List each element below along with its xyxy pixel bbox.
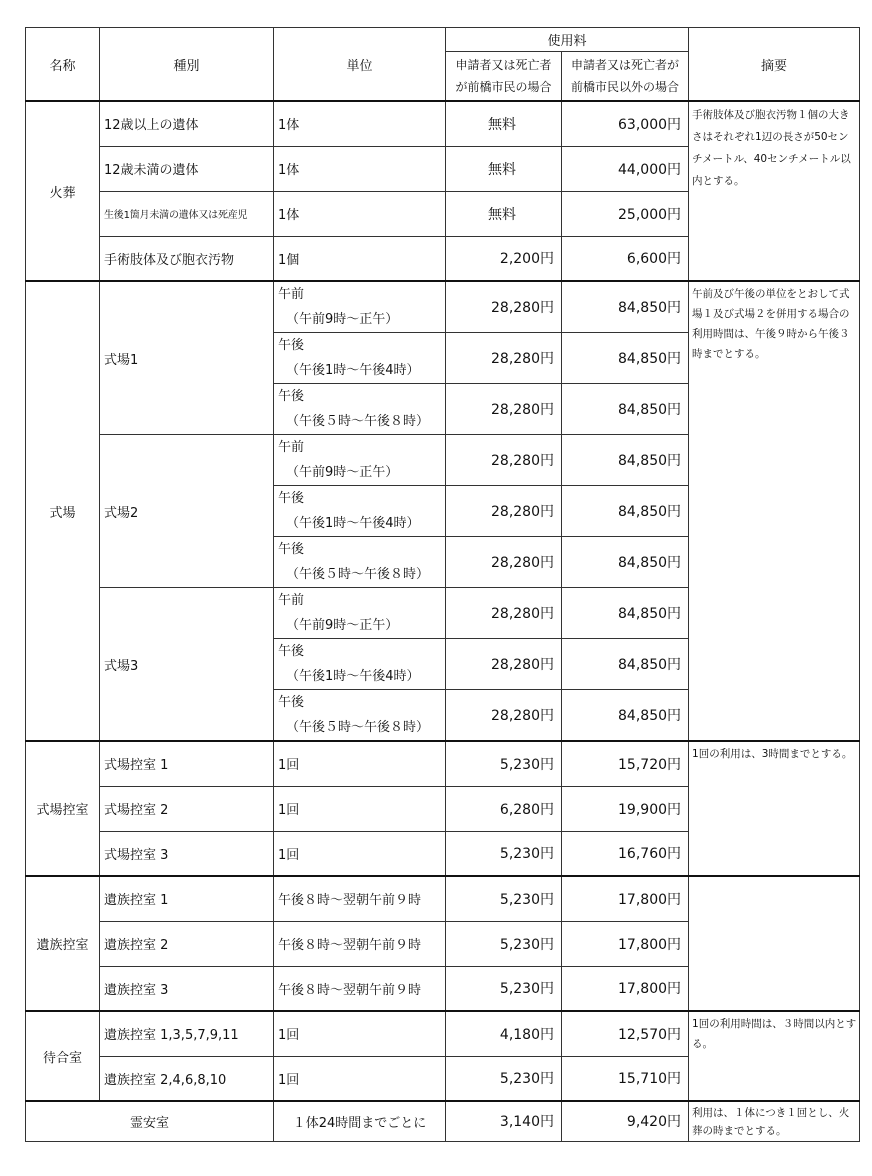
kind-cell: 遺族控室 2: [100, 921, 274, 966]
unit-cell: 午後 （午後1時～午後4時）: [274, 639, 446, 690]
nonresident-fee: 84,850円: [562, 690, 689, 742]
nonresident-fee: 15,720円: [562, 741, 689, 786]
resident-fee: 28,280円: [446, 486, 562, 537]
unit-cell: 午前 （午前9時～正午）: [274, 435, 446, 486]
unit-cell: 1回: [274, 786, 446, 831]
table-row: [26, 101, 860, 146]
kind-cell: 式場3: [100, 588, 274, 742]
resident-fee: 28,280円: [446, 384, 562, 435]
resident-fee: 5,230円: [446, 1056, 562, 1101]
resident-fee: 5,230円: [446, 966, 562, 1011]
unit-cell: 1体: [274, 146, 446, 191]
kind-cell: 式場控室 2: [100, 786, 274, 831]
unit-cell: 1回: [274, 831, 446, 876]
section-name: 火葬: [26, 101, 100, 281]
header-unit: 単位: [274, 28, 446, 102]
header-fee-nonresident: 申請者又は死亡者が前橋市民以外の場合: [562, 52, 689, 102]
resident-fee: 28,280円: [446, 333, 562, 384]
header-kind: 種別: [100, 28, 274, 102]
resident-fee: 無料: [446, 101, 562, 146]
nonresident-fee: 84,850円: [562, 486, 689, 537]
header-note: 摘要: [689, 28, 860, 102]
resident-fee: 28,280円: [446, 435, 562, 486]
resident-fee: 28,280円: [446, 588, 562, 639]
unit-cell: 午後８時～翌朝午前９時: [274, 966, 446, 1011]
kind-cell: 式場控室 3: [100, 831, 274, 876]
unit-cell: 1回: [274, 741, 446, 786]
table-row: [26, 876, 860, 921]
table-row: [26, 281, 860, 333]
note-cell: [689, 876, 860, 1011]
nonresident-fee: 19,900円: [562, 786, 689, 831]
unit-cell: 午前 （午前9時～正午）: [274, 588, 446, 639]
unit-cell: 午後 （午後５時～午後８時）: [274, 690, 446, 742]
kind-cell: 生後1箇月未満の遺体又は死産児: [100, 191, 274, 236]
header-fee: 使用料: [446, 28, 689, 52]
unit-cell: 午後 （午後５時～午後８時）: [274, 537, 446, 588]
kind-cell: 12歳未満の遺体: [100, 146, 274, 191]
note-cell: 1回の利用時間は、３時間以内とする。: [689, 1011, 860, 1101]
kind-cell: 式場1: [100, 281, 274, 435]
section-name: 待合室: [26, 1011, 100, 1101]
resident-fee: 2,200円: [446, 236, 562, 281]
kind-cell: 遺族控室 3: [100, 966, 274, 1011]
resident-fee: 4,180円: [446, 1011, 562, 1056]
nonresident-fee: 16,760円: [562, 831, 689, 876]
unit-cell: 午後 （午後1時～午後4時）: [274, 333, 446, 384]
note-cell: 手術肢体及び胞衣汚物１個の大きさはそれぞれ1辺の長さが50センチメートル、40センチメートル以内とする。: [689, 101, 860, 281]
nonresident-fee: 84,850円: [562, 639, 689, 690]
unit-cell: 午後８時～翌朝午前９時: [274, 876, 446, 921]
unit-cell: 午後 （午後1時～午後4時）: [274, 486, 446, 537]
note-cell: 午前及び午後の単位をとおして式場１及び式場２を併用する場合の利用時間は、午後９時から午後３時までとする。: [689, 281, 860, 741]
nonresident-fee: 84,850円: [562, 384, 689, 435]
resident-fee: 5,230円: [446, 831, 562, 876]
unit-cell: 午前 （午前9時～正午）: [274, 281, 446, 333]
kind-cell: 遺族控室 1,3,5,7,9,11: [100, 1011, 274, 1056]
nonresident-fee: 84,850円: [562, 435, 689, 486]
section-name: 式場: [26, 281, 100, 741]
table-row: [26, 1011, 860, 1056]
kind-cell: 式場控室 1: [100, 741, 274, 786]
unit-cell: 1体: [274, 191, 446, 236]
unit-cell: １体24時間までごとに: [274, 1101, 446, 1141]
section-name: 霊安室: [26, 1101, 274, 1141]
nonresident-fee: 84,850円: [562, 281, 689, 333]
note-cell: 1回の利用は、3時間までとする。: [689, 741, 860, 876]
unit-cell: 1体: [274, 101, 446, 146]
resident-fee: 28,280円: [446, 537, 562, 588]
nonresident-fee: 44,000円: [562, 146, 689, 191]
kind-cell: 遺族控室 1: [100, 876, 274, 921]
nonresident-fee: 17,800円: [562, 966, 689, 1011]
resident-fee: 28,280円: [446, 281, 562, 333]
resident-fee: 3,140円: [446, 1101, 562, 1141]
unit-cell: 午後 （午後５時～午後８時）: [274, 384, 446, 435]
nonresident-fee: 12,570円: [562, 1011, 689, 1056]
nonresident-fee: 17,800円: [562, 921, 689, 966]
resident-fee: 5,230円: [446, 876, 562, 921]
unit-cell: 1回: [274, 1011, 446, 1056]
kind-cell: 遺族控室 2,4,6,8,10: [100, 1056, 274, 1101]
nonresident-fee: 9,420円: [562, 1101, 689, 1141]
unit-cell: 1個: [274, 236, 446, 281]
resident-fee: 5,230円: [446, 921, 562, 966]
kind-cell: 式場2: [100, 435, 274, 588]
nonresident-fee: 25,000円: [562, 191, 689, 236]
note-cell: 利用は、１体につき１回とし、火葬の時までとする。: [689, 1101, 860, 1141]
header-fee-resident: 申請者又は死亡者が前橋市民の場合: [446, 52, 562, 102]
unit-cell: 午後８時～翌朝午前９時: [274, 921, 446, 966]
nonresident-fee: 6,600円: [562, 236, 689, 281]
kind-cell: 12歳以上の遺体: [100, 101, 274, 146]
nonresident-fee: 84,850円: [562, 588, 689, 639]
section-name: 式場控室: [26, 741, 100, 876]
table-row: [26, 1101, 860, 1141]
fee-table: [25, 27, 860, 1142]
resident-fee: 6,280円: [446, 786, 562, 831]
kind-cell: 手術肢体及び胞衣汚物: [100, 236, 274, 281]
nonresident-fee: 17,800円: [562, 876, 689, 921]
unit-cell: 1回: [274, 1056, 446, 1101]
nonresident-fee: 63,000円: [562, 101, 689, 146]
resident-fee: 無料: [446, 191, 562, 236]
resident-fee: 28,280円: [446, 639, 562, 690]
nonresident-fee: 84,850円: [562, 537, 689, 588]
nonresident-fee: 15,710円: [562, 1056, 689, 1101]
resident-fee: 無料: [446, 146, 562, 191]
section-name: 遺族控室: [26, 876, 100, 1011]
resident-fee: 5,230円: [446, 741, 562, 786]
header-name: 名称: [26, 28, 100, 102]
resident-fee: 28,280円: [446, 690, 562, 742]
nonresident-fee: 84,850円: [562, 333, 689, 384]
table-row: [26, 741, 860, 786]
